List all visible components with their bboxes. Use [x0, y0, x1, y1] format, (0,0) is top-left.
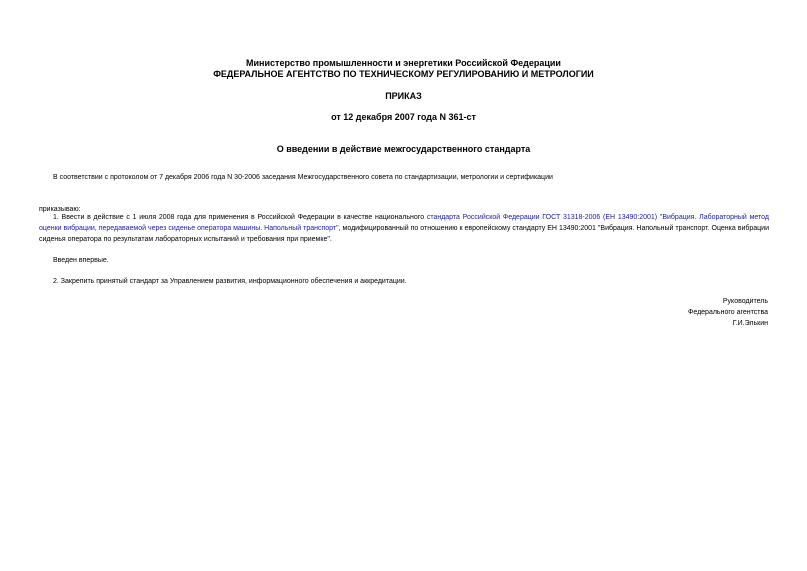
item-1-text-start: 1. Ввести в действие с 1 июля 2008 года для применения в Российской Федерации в качестве национального — [53, 214, 427, 221]
date-number-heading: от 12 декабря 2007 года N 361-ст — [331, 112, 476, 122]
signature-name: Г.И.Элькин — [732, 320, 768, 327]
order-word: приказываю: — [39, 206, 81, 213]
first-introduced-note: Введен впервые. — [53, 257, 109, 264]
agency-heading: ФЕДЕРАЛЬНОЕ АГЕНТСТВО ПО ТЕХНИЧЕСКОМУ РЕГУЛИРОВАНИЮ И МЕТРОЛОГИИ — [213, 69, 594, 79]
item-1-text-end: , модифицированный по отношению к европейскому стандарту ЕН 13490:2001 "Вибрация. Напольный транспорт. Оценка вибрации сиденья оператора по результатам лабораторных испытаний и требования при приемке". — [39, 225, 769, 243]
signature-title-line2: Федерального агентства — [688, 309, 768, 316]
ministry-heading: Министерство промышленности и энергетики Российской Федерации — [246, 58, 561, 68]
standard-link[interactable]: стандарта Российской Федерации ГОСТ 31318-2006 (ЕН 13490:2001) "Вибрация. Лабораторный метод оценки вибрации, передаваемой через сиденье оператора машины. Напольный транспорт" — [39, 214, 769, 232]
item-1-paragraph — [39, 212, 769, 245]
document-type-heading: ПРИКАЗ — [385, 91, 422, 101]
item-2-paragraph: 2. Закрепить принятый стандарт за Управлением развития, информационного обеспечения и аккредитации. — [53, 278, 407, 285]
signature-title-line1: Руководитель — [722, 298, 768, 305]
preamble-paragraph: В соответствии с протоколом от 7 декабря 2006 года N 30-2006 заседания Межгосударственного совета по стандартизации, метрологии и сертификации — [53, 174, 553, 181]
subject-heading: О введении в действие межгосударственного стандарта — [276, 144, 531, 154]
